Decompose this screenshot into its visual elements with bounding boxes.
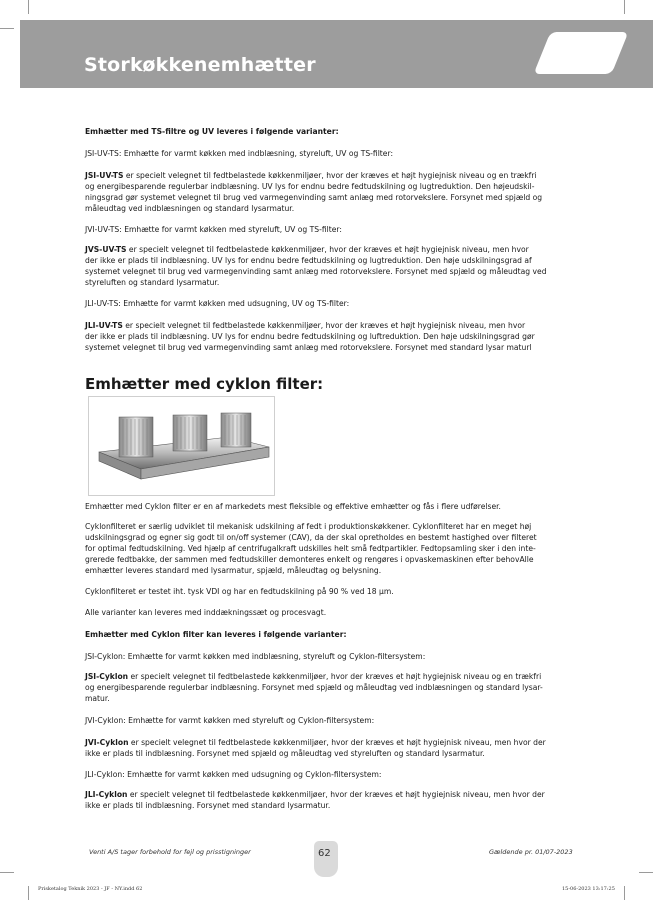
crop-mark: [28, 0, 29, 14]
jli-cyklon-code: JLI-Cyklon: [85, 790, 128, 799]
print-slug-file: Prisketalog Teknik 2023 - JF - NY.indd 62: [38, 886, 143, 892]
jvs-uv-ts-line-2: der ikke er plads til indblæsning. UV lys for endnu bedre fedtudskilning og lugtreduktion. Den høje udskilningsgrad af: [85, 256, 532, 265]
jvi-uv-ts-heading: JVI-UV-TS: Emhætte for varmt køkken med styreluft, UV og TS-filter:: [85, 225, 342, 234]
jsi-uv-ts-line-2: og energibesparende regulerbar indblæsning. UV lys for endnu bedre fedtudskilning og lugtreduktion. Den højeudskil-: [85, 182, 535, 191]
jsi-cyklon-text: er specielt velegnet til fedtbelastede køkkenmiljøer, hvor der kræves et højt hygiejnisk niveau og en trækfri: [128, 672, 542, 681]
jli-cyklon-line-1: [85, 789, 545, 800]
jsi-cyklon-line-1: [85, 671, 541, 682]
jvi-cyklon-heading: JVI-Cyklon: Emhætte for varmt køkken med styreluft og Cyklon-filtersystem:: [85, 716, 375, 725]
cyclone-p2-line-2: udskilningsgrad og egner sig godt til on/off systemer (CAV), da der skal opretholdes en bestemt hastighed over filteret: [85, 533, 537, 542]
page-number-tab: [314, 841, 338, 877]
jsi-cyklon-code: JSI-Cyklon: [85, 672, 129, 681]
crop-mark: [624, 886, 625, 900]
cyclone-p2-line-4: grerede fedtbakke, der sammen med fedtudskiller demonteres enkelt og rengøres i opvaskemaskinen efter behovAlle: [85, 555, 534, 564]
cyclone-heading: Emhætter med cyklon filter:: [85, 375, 324, 393]
page-number: 62: [318, 848, 331, 859]
jli-uv-ts-text: er specielt velegnet til fedtbelastede køkkenmiljøer, hvor der kræves et højt hygiejnisk niveau, men hvor: [122, 321, 526, 330]
crop-mark: [0, 28, 14, 29]
cyclone-p3: Cyklonfilteret er testet iht. tysk VDI og har en fedtudskilning på 90 % ved 18 µm.: [85, 587, 394, 596]
jli-uv-ts-line-1: [85, 320, 525, 331]
jsi-uv-ts-code: JSI-UV-TS: [85, 171, 124, 180]
crop-mark: [28, 886, 29, 900]
crop-mark: [624, 0, 625, 14]
cyclone-p2-line-1: Cyklonfilteret er særlig udviklet til mekanisk udskilning af fedt i produktionskøkkener. Cyklonfilteret har en meget høj: [85, 522, 532, 531]
jli-cyklon-line-2: ikke er plads til indblæsning. Forsynet med standard lysarmatur.: [85, 801, 331, 810]
page-title: Storkøkkenemhætter: [84, 54, 316, 76]
ts-intro-text: Emhætter med TS-filtre og UV leveres i følgende varianter:: [85, 127, 339, 136]
jsi-uv-ts-line-4: måleudtag ved indblæsningen og standard lysarmatur.: [85, 204, 295, 213]
jsi-uv-ts-heading: JSI-UV-TS: Emhætte for varmt køkken med indblæsning, styreluft, UV og TS-filter:: [85, 149, 394, 158]
jli-uv-ts-code: JLI-UV-TS: [85, 321, 123, 330]
jsi-uv-ts-line-3: ningsgrad gør systemet velegnet til brug ved varmegenvinding samt anlæg med rotorvekslere. Forsynet med spjæld og: [85, 193, 543, 202]
jli-uv-ts-line-2: der ikke er plads til indblæsning. UV lys for endnu bedre fedtudskilning og luftreduktion. Den høje udskilningsgrad gør: [85, 332, 535, 341]
jvs-uv-ts-line-3: systemet velegnet til brug ved varmegenvinding samt anlæg med rotorvekslere. Forsynet med spjæld og måleudtag ved: [85, 267, 547, 276]
jvs-uv-ts-text: er specielt velegnet til fedtbelastede køkkenmiljøer, hvor der kræves et højt hygiejnisk niveau, men hvor: [126, 245, 529, 254]
jvs-uv-ts-line-4: styreluften og standard lysarmatur.: [85, 278, 220, 287]
jli-cyklon-heading: JLI-Cyklon: Emhætte for varmt køkken med udsugning og Cyklon-filtersystem:: [85, 770, 382, 779]
jvi-cyklon-line-2: ikke er plads til indblæsning. Forsynet med spjæld og måleudtag ved styreluften og standard lysarmatur.: [85, 749, 485, 758]
cyclone-hood-illustration: [89, 397, 274, 495]
jli-uv-ts-heading: JLI-UV-TS: Emhætte for varmt køkken med udsugning, UV og TS-filter:: [85, 299, 350, 308]
footer-disclaimer: Venti A/S tager forbehold for fejl og prisstigninger: [89, 848, 251, 856]
cyclone-p2-line-5: emhætter leveres standard med lysarmatur, spjæld, måleudtag og belysning.: [85, 566, 382, 575]
crop-mark: [639, 872, 653, 873]
crop-mark: [0, 872, 14, 873]
print-slug-timestamp: 15-06-2023 13:17:25: [562, 886, 615, 892]
footer-validity: Gældende pr. 01/07-2023: [489, 848, 573, 856]
header-tab-shape: [534, 32, 629, 74]
jli-uv-ts-line-3: systemet velegnet til brug ved varmegenvinding samt anlæg med rotorvekslere. Forsynet med standard lysar maturl: [85, 343, 532, 352]
cyclone-hood-photo: [88, 396, 275, 496]
jvs-uv-ts-code: JVS-UV-TS: [85, 245, 127, 254]
jsi-cyklon-line-2: og energibesparende regulerbar indblæsning. Forsynet med spjæld og måleudtag ved indblæsningen og standard lysar-: [85, 683, 543, 692]
cyclone-p1: Emhætter med Cyklon filter er en af markedets mest fleksible og effektive emhætter og fås i flere udførelser.: [85, 502, 501, 511]
cyclone-intro: Emhætter med Cyklon filter kan leveres i følgende varianter:: [85, 630, 347, 639]
jsi-cyklon-heading: JSI-Cyklon: Emhætte for varmt køkken med indblæsning, styreluft og Cyklon-filtersystem:: [85, 652, 426, 661]
jvi-cyklon-line-1: [85, 737, 546, 748]
jli-cyklon-text: er specielt velegnet til fedtbelastede køkkenmiljøer, hvor der kræves et højt hygiejnisk niveau, men hvor der: [127, 790, 545, 799]
jsi-cyklon-line-3: matur.: [85, 694, 110, 703]
jsi-uv-ts-text: er specielt velegnet til fedtbelastede køkkenmiljøer, hvor der kræves et højt hygiejnisk niveau og en trækfri: [123, 171, 537, 180]
jsi-uv-ts-line-1: [85, 170, 537, 181]
jvi-cyklon-text: er specielt velegnet til fedtbelastede køkkenmiljøer, hvor der kræves et højt hygiejnisk niveau, men hvor der: [128, 738, 546, 747]
page-header: [20, 20, 653, 88]
jvs-uv-ts-line-1: [85, 244, 529, 255]
cyclone-p2-line-3: for optimal fedtudskilning. Ved hjælp af centrifugalkraft udskilles helt små fedtpartikler. Fedtopsamling sker i den inte-: [85, 544, 536, 553]
cyclone-p4: Alle varianter kan leveres med inddækningssæt og procesvagt.: [85, 608, 327, 617]
jvi-cyklon-code: JVI-Cyklon: [85, 738, 129, 747]
